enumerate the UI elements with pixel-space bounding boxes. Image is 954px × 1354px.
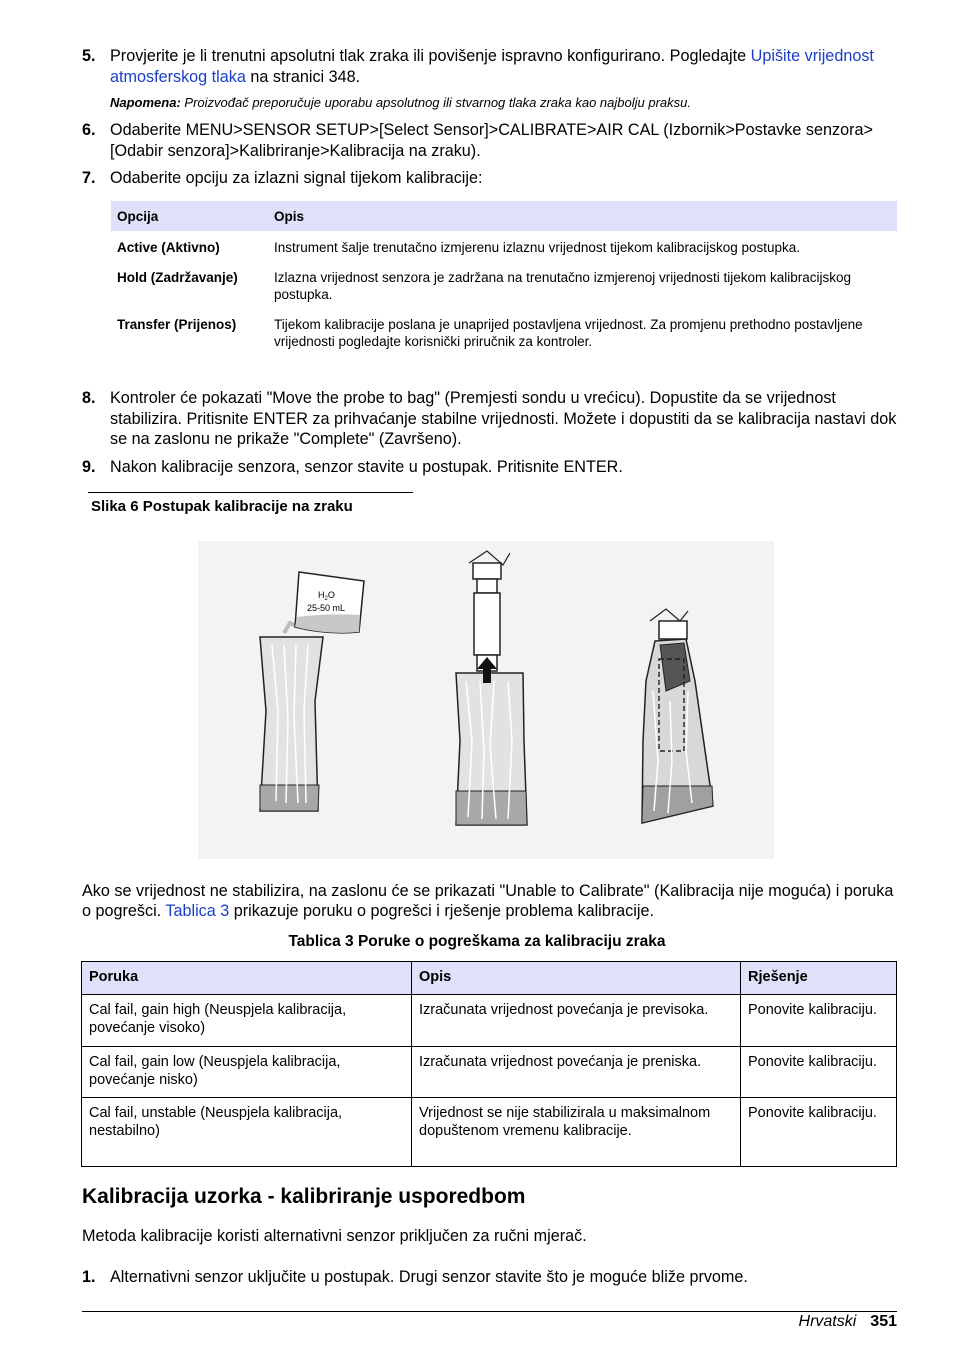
error-solution: Ponovite kalibraciju. — [741, 995, 897, 1047]
step-5 — [82, 46, 902, 88]
figure-caption: Slika 6 Postupak kalibracije na zraku — [91, 498, 353, 515]
table-header: Poruka — [82, 962, 412, 995]
table-3-link[interactable]: Tablica 3 — [165, 902, 230, 920]
table-header-row — [82, 962, 897, 995]
error-message: Cal fail, gain high (Neuspjela kalibracija, povećanje visoko) — [82, 995, 412, 1047]
footer-divider — [82, 1311, 897, 1312]
step-text: na stranici 348. — [245, 68, 361, 86]
option-name: Hold (Zadržavanje) — [117, 270, 238, 285]
note-label: Napomena: — [110, 95, 181, 110]
step-text: Alternativni senzor uključite u postupak. Drugi senzor stavite što je moguće bliže prvome. — [110, 1268, 748, 1286]
error-messages-table — [81, 961, 897, 1167]
error-solution: Ponovite kalibraciju. — [741, 1047, 897, 1098]
paragraph-text: prikazuje poruku o pogrešci i rješenje problema kalibracije. — [229, 902, 654, 920]
section-heading: Kalibracija uzorka - kalibriranje usporedbom — [82, 1185, 526, 1208]
error-solution: Ponovite kalibraciju. — [741, 1098, 897, 1167]
option-description: Izlazna vrijednost senzora je zadržana na trenutačno izmjerenoj vrijednosti tijekom kalibracijskog postupka. — [274, 270, 852, 302]
section-intro: Metoda kalibracije koristi alternativni senzor priključen za ručni mjerač. — [82, 1227, 587, 1245]
option-description: Tijekom kalibracije poslana je unaprijed postavljena vrijednost. Za promjenu prethodno postavljene vrijednosti pogledajte korisnički priručnik za kontroler. — [274, 317, 863, 349]
table-row — [111, 307, 897, 354]
options-table — [111, 201, 897, 354]
step-text: Odaberite opciju za izlazni signal tijekom kalibracije: — [110, 169, 483, 187]
error-description: Vrijednost se nije stabilizirala u maksimalnom dopuštenom vremenu kalibracije. — [412, 1098, 741, 1167]
step-number: 7. — [82, 169, 96, 187]
table-row — [82, 1047, 897, 1098]
step-9 — [82, 457, 902, 478]
step-7 — [82, 168, 902, 189]
table-row — [111, 231, 897, 260]
step-number: 9. — [82, 458, 96, 476]
step-text: Odaberite MENU>SENSOR SETUP>[Select Sensor]>CALIBRATE>AIR CAL (Izbornik>Postavke senzora>[Odabir senzora]>Kalibriranje>Kalibracija na zraku). — [110, 121, 873, 160]
error-message: Cal fail, gain low (Neuspjela kalibracija, povećanje nisko) — [82, 1047, 412, 1098]
option-name: Transfer (Prijenos) — [117, 317, 237, 332]
option-description: Instrument šalje trenutačno izmjerenu izlaznu vrijednost tijekom kalibracijskog postupka. — [274, 240, 800, 255]
table-row — [82, 1098, 897, 1167]
cup-label-h2o: $H_2O$ — [318, 590, 335, 602]
step-number: 6. — [82, 121, 96, 139]
table-header-row — [111, 201, 897, 231]
atmospheric-pressure-link[interactable]: Upišite vrijednost atmosferskog tlaka — [110, 47, 874, 86]
unstable-paragraph — [82, 881, 897, 921]
paragraph-text: Ako se vrijednost ne stabilizira, na zaslonu će se prikazati "Unable to Calibrate" (Kalibracija nije moguća) i poruka o pogrešci. — [82, 882, 894, 920]
step-text: Kontroler će pokazati "Move the probe to bag" (Premjesti sondu u vrećicu). Dopustite da se vrijednost stabilizira. Pritisnite ENTER za prihvaćanje stabilne vrijednosti. Možete i dopustiti da se kalibracija nastavi dok se na zaslonu ne prikaže "Complete" (Završeno). — [110, 389, 897, 448]
table-row — [111, 260, 897, 307]
figure-divider — [88, 492, 413, 493]
table-row — [82, 995, 897, 1047]
table-header: Opis — [268, 201, 897, 231]
air-calibration-figure — [198, 541, 774, 859]
step-6 — [82, 120, 902, 162]
table-header: Opcija — [111, 201, 268, 231]
error-description: Izračunata vrijednost povećanja je previsoka. — [412, 995, 741, 1047]
step-8 — [82, 388, 902, 450]
step-number: 8. — [82, 389, 96, 407]
table-header: Opis — [412, 962, 741, 995]
error-description: Izračunata vrijednost povećanja je preniska. — [412, 1047, 741, 1098]
table-caption: Tablica 3 Poruke o pogreškama za kalibraciju zraka — [288, 933, 666, 950]
option-name: Active (Aktivno) — [117, 240, 220, 255]
step-number: 5. — [82, 47, 96, 65]
note — [110, 95, 691, 110]
cup-label-volume: 25-50 mL — [307, 603, 346, 613]
section-step-1 — [82, 1267, 902, 1288]
table-header: Rješenje — [741, 962, 897, 995]
error-message: Cal fail, unstable (Neuspjela kalibracija, nestabilno) — [82, 1098, 412, 1167]
step-text: Nakon kalibracije senzora, senzor stavite u postupak. Pritisnite ENTER. — [110, 458, 623, 476]
step-text: Provjerite je li trenutni apsolutni tlak zraka ili povišenje ispravno konfigurirano. Pogledajte — [110, 47, 751, 65]
page-number: 351 — [870, 1313, 897, 1330]
note-text: Proizvođač preporučuje uporabu apsolutnog ili stvarnog tlaka zraka kao najbolju praksu. — [180, 95, 691, 110]
footer-language: Hrvatski — [798, 1313, 857, 1330]
page-footer — [799, 1313, 897, 1331]
step-number: 1. — [82, 1268, 96, 1286]
